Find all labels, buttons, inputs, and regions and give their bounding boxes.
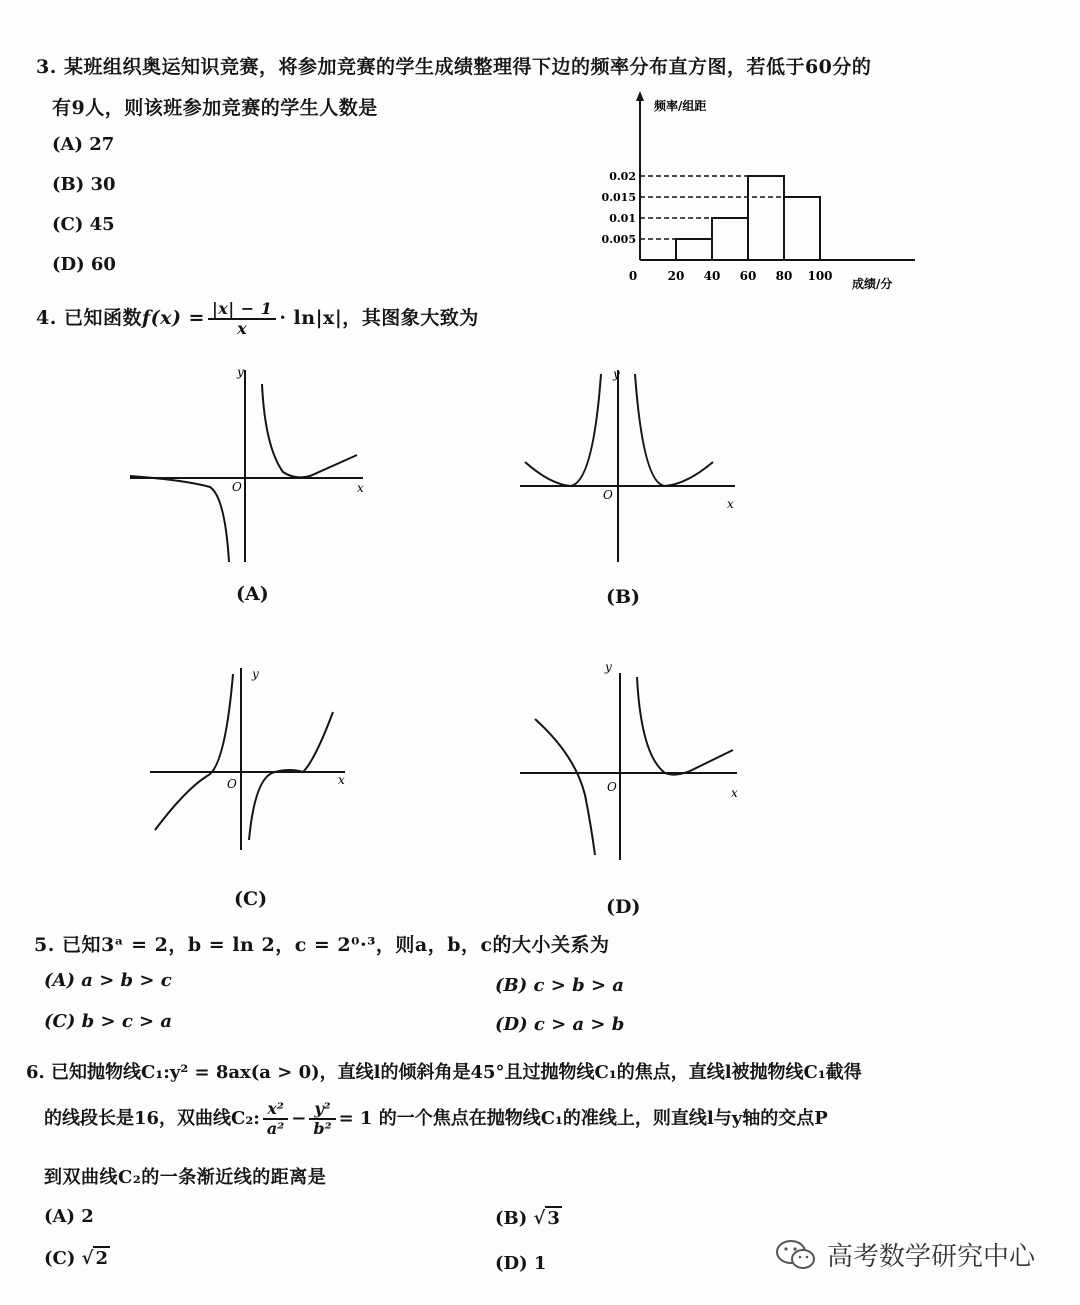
q4-func: f(x) = — [141, 307, 205, 329]
q6-frac-y — [309, 1100, 335, 1138]
graph-a-y-label: y — [237, 365, 244, 379]
q4-stem — [36, 300, 479, 338]
watermark-text: 高考数学研究中心 — [827, 1242, 1036, 1272]
q6-frac-y-den: b² — [313, 1119, 332, 1138]
q5-option-c: (C) b > c > a — [44, 1011, 173, 1032]
q6-option-b-sqrt: √ 3 — [533, 1208, 560, 1229]
histogram-ytick-label: 0.005 — [601, 233, 636, 246]
graph-a-curve-right — [262, 384, 357, 477]
q6-frac-x-den: a² — [266, 1119, 285, 1138]
histogram-xtick-label: 80 — [775, 269, 793, 283]
graph-d-label: (D) — [606, 896, 641, 918]
histogram-xtick-label: 0 — [628, 269, 638, 283]
histogram-ytick-label: 0.02 — [609, 170, 636, 183]
q5-option-d: (D) c > a > b — [495, 1014, 625, 1035]
q6-line3: 到双曲线C₂的一条渐近线的距离是 — [44, 1167, 327, 1188]
histogram-xtick-label: 100 — [807, 269, 833, 283]
graph-b-x-label: x — [727, 497, 734, 511]
q3-stem-line2: 有9人，则该班参加竞赛的学生人数是 — [52, 97, 378, 119]
histogram-ytick-label: 0.01 — [609, 212, 636, 225]
graph-a-label: (A) — [236, 583, 269, 605]
frequency-histogram — [590, 88, 920, 294]
graph-b-curve-right — [635, 374, 713, 486]
q5-stem: 5. 已知3ᵃ = 2，b = ln 2，c = 2⁰·³，则a，b，c的大小关系为 — [34, 934, 610, 956]
q6-frac-y-num: y² — [309, 1100, 335, 1120]
graph-c-curve-left — [155, 674, 233, 830]
graph-b-label: (B) — [606, 586, 641, 608]
histogram-xtick-label: 20 — [667, 269, 685, 283]
q6-option-b — [495, 1208, 562, 1229]
wechat-icon — [775, 1238, 817, 1272]
graph-c — [145, 660, 355, 855]
q4-frac-den: x — [237, 319, 248, 338]
q6-option-c — [44, 1248, 110, 1269]
graph-b-curve-left — [525, 374, 601, 486]
graph-a — [125, 362, 375, 567]
q5-option-b: (B) c > b > a — [495, 975, 624, 996]
q6-option-c-prefix: (C) — [44, 1248, 76, 1269]
q4-prefix: 4. 已知函数 — [36, 307, 142, 329]
histogram-bar-20-40 — [676, 239, 712, 260]
q3-option-c: (C) 45 — [52, 214, 115, 235]
q6-option-a: (A) 2 — [44, 1206, 94, 1227]
q3-option-a: (A) 27 — [52, 134, 115, 155]
q6-frac-x — [263, 1100, 288, 1138]
q6-minus: − — [291, 1108, 307, 1129]
graph-c-x-label: x — [338, 773, 345, 787]
q6-option-c-radicand: 2 — [95, 1248, 109, 1269]
q6-line2 — [44, 1100, 828, 1138]
histogram-xtick-label: 60 — [739, 269, 757, 283]
graph-a-origin: O — [232, 480, 242, 494]
graph-c-origin: O — [227, 777, 237, 791]
graph-b-y-label: y — [613, 367, 620, 381]
q6-option-b-radicand: 3 — [547, 1208, 560, 1229]
q3-stem-line1: 3. 某班组织奥运知识竞赛，将参加竞赛的学生成绩整理得下边的频率分布直方图，若低于60分的 — [36, 56, 872, 78]
q6-option-c-sqrt: √ 2 — [81, 1248, 109, 1269]
histogram-bar-60-80 — [748, 176, 784, 260]
histogram-bar-80-100 — [784, 197, 820, 260]
graph-d — [515, 655, 755, 865]
graph-d-x-label: x — [731, 786, 738, 800]
q6-frac-x-num: x² — [263, 1100, 288, 1120]
graph-b — [515, 362, 755, 567]
q3-option-d: (D) 60 — [52, 254, 116, 275]
q4-suffix: · ln|x|，其图象大致为 — [279, 307, 479, 329]
graph-a-curve-left — [130, 476, 229, 562]
q6-line2-a: 的线段长是16，双曲线C₂: — [44, 1108, 260, 1129]
q6-option-b-prefix: (B) — [495, 1208, 528, 1229]
histogram-ylabel: 频率/组距 — [654, 99, 707, 113]
q4-frac-num: |x| − 1 — [208, 300, 276, 320]
watermark — [775, 1236, 1035, 1273]
graph-c-curve-right — [249, 712, 333, 840]
graph-b-origin: O — [603, 488, 613, 502]
graph-c-label: (C) — [234, 888, 268, 910]
graph-a-x-label: x — [357, 481, 364, 495]
graph-d-curve-right — [637, 677, 733, 775]
histogram-xtick-label: 40 — [703, 269, 721, 283]
q6-line2-b: = 1 的一个焦点在抛物线C₁的准线上，则直线l与y轴的交点P — [338, 1108, 828, 1129]
histogram-bar-40-60 — [712, 218, 748, 260]
graph-d-curve-left — [535, 719, 595, 855]
q6-option-d: (D) 1 — [495, 1253, 547, 1274]
q4-fraction — [208, 300, 276, 338]
graph-c-y-label: y — [252, 667, 259, 681]
q3-option-b: (B) 30 — [52, 174, 116, 195]
histogram-ytick-label: 0.015 — [601, 191, 636, 204]
graph-d-y-label: y — [605, 660, 612, 674]
histogram-xlabel: 成绩/分 — [852, 277, 893, 291]
q6-line1: 6. 已知抛物线C₁:y² = 8ax(a > 0)，直线l的倾斜角是45°且过抛物线C₁的焦点，直线l被抛物线C₁截得 — [26, 1062, 862, 1083]
graph-d-origin: O — [607, 780, 617, 794]
q5-option-a: (A) a > b > c — [44, 970, 172, 991]
